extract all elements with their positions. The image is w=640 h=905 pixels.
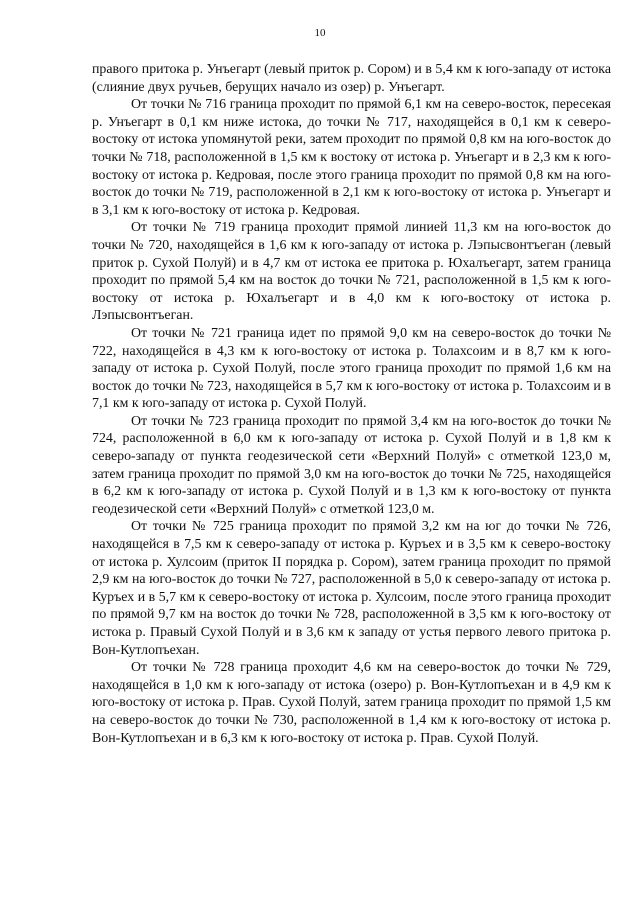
paragraph-point-719: От точки № 719 граница проходит прямой линией 11,3 км на юго-восток до точки № 720, находящейся в 1,6 км к юго-западу от истока р. Лэпысвонтъеган (левый приток р. Сухой Полуй) и в 4,7 км от истока ее притока р. Юхалъегарт, затем граница проходит по прямой 5,4 км на восток до точки № 721, расположенной в 1,5 км к юго-востоку от истока р. Юхалъегарт и в 4,0 км к юго-востоку от истока р. Лэпысвонтъеган. <box>92 220 611 324</box>
paragraph-point-723: От точки № 723 граница проходит по прямой 3,4 км на юго-восток до точки № 724, расположенной в 6,0 км к юго-западу от истока р. Сухой Полуй и в 1,8 км к северо-западу от пункта геодезической сети «Верхний Полуй» с отметкой 123,0 м, затем граница проходит по прямой 3,0 км на юго-восток до точки № 725, находящейся в 6,2 км к юго-западу от истока р. Сухой Полуй и в 1,3 км к юго-востоку от пункта геодезической сети «Верхний Полуй» с отметкой 123,0 м. <box>92 413 611 517</box>
paragraph-point-725: От точки № 725 граница проходит по прямой 3,2 км на юг до точки № 726, находящейся в 7,5 км к северо-западу от истока р. Куръех и в 3,5 км к северо-востоку от истока р. Хулсоим (приток II порядка р. Сором), затем граница проходит по прямой 2,9 км на юго-восток до точки № 727, расположенной в 5,0 к северо-западу от истока р. Куръех и в 5,7 км к северо-востоку от истока р. Хулсоим, после этого граница проходит по прямой 9,7 км на восток до точки № 728, расположенной в 3,5 км к юго-востоку от истока р. Правый Сухой Полуй и в 3,6 км к западу от устья первого левого притока р. Вон-Кутлопъехан. <box>92 519 611 658</box>
page-number: 10 <box>314 27 326 39</box>
paragraph-point-728: От точки № 728 граница проходит 4,6 км на северо-восток до точки № 729, находящейся в 1,0 км к юго-западу от истока (озеро) р. Вон-Кутлопъехан и в 4,9 км к юго-востоку от истока р. Прав. Сухой Полуй, затем граница проходит по прямой 1,5 км на северо-восток до точки № 730, расположенной в 1,4 км к юго-востоку от истока р. Вон-Кутлопъехан и в 6,3 км к юго-востоку от истока р. Прав. Сухой Полуй. <box>92 660 611 746</box>
paragraph-continuation: правого притока р. Унъегарт (левый приток р. Сором) и в 5,4 км к юго-западу от истока (слияние двух ручьев, берущих начало из озер) р. Унъегарт. <box>92 62 611 95</box>
paragraph-point-721: От точки № 721 граница идет по прямой 9,0 км на северо-восток до точки № 722, находящейся в 4,3 км к юго-востоку от истока р. Толахсоим и в 8,7 км к юго-западу от истока р. Сухой Полуй, после этого граница проходит по прямой 1,6 км на восток до точки № 723, находящейся в 5,7 км к юго-востоку от истока р. Толахсоим и в 7,1 км к юго-западу от истока р. Сухой Полуй. <box>92 325 611 412</box>
document-body <box>92 61 611 747</box>
paragraph-point-716: От точки № 716 граница проходит по прямой 6,1 км на северо-восток, пересекая р. Унъегарт в 0,1 км ниже истока, до точки № 717, находящейся в 0,1 км к северо-востоку от истока упомянутой реки, затем проходит по прямой 0,8 км на юго-восток до точки № 718, расположенной в 1,5 км к востоку от истока р. Унъегарт и в 2,3 км к юго-востоку от истока р. Кедровая, после этого граница проходит по прямой 0,8 км на юго-восток до точки № 719, расположенной в 2,1 км к юго-востоку от истока р. Унъегарт и в 3,1 км к юго-востоку от истока р. Кедровая. <box>92 97 611 218</box>
